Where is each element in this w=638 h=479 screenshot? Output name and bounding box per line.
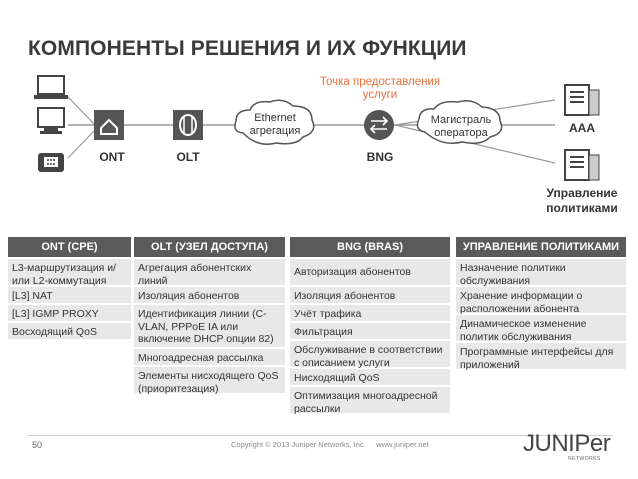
table-cell: Учёт трафика xyxy=(290,305,450,321)
bng-label: BNG xyxy=(366,150,394,164)
table-cell: Фильтрация xyxy=(290,323,450,339)
page-number: 50 xyxy=(32,440,43,450)
table-cell: Нисходящий QoS xyxy=(290,369,450,385)
table-cell: Обслуживание в соответствии с описанием услуги xyxy=(290,341,450,367)
copyright: Copyright © 2013 Juniper Networks, Inc. www.juniper.net xyxy=(231,440,429,449)
column-header: ONT (CPE) xyxy=(8,237,131,257)
column-olt xyxy=(134,237,285,395)
column-policy xyxy=(456,237,626,371)
page-title: КОМПОНЕНТЫ РЕШЕНИЯ И ИХ ФУНКЦИИ xyxy=(28,37,467,60)
ont-label: ONT xyxy=(99,150,125,164)
table-cell: Динамическое изменение политик обслуживания xyxy=(456,315,626,341)
juniper-logo: JUNIPer xyxy=(523,430,611,457)
table-cell: Изоляция абонентов xyxy=(134,287,285,303)
table-cell: [L3] IGMP PROXY xyxy=(8,305,131,321)
table-cell: Изоляция абонентов xyxy=(290,287,450,303)
table-cell: L3-маршрутизация и/ или L2-коммутация xyxy=(8,259,131,285)
backbone-label: Магистраль оператора xyxy=(430,114,492,139)
olt-label: OLT xyxy=(176,150,200,164)
ont-icon xyxy=(94,110,124,140)
phone-icon xyxy=(38,153,64,172)
ethernet-label: Ethernet агрегация xyxy=(249,112,301,137)
table-cell: Назначение политики обслуживания xyxy=(456,259,626,285)
table-cell: [L3] NAT xyxy=(8,287,131,303)
table-cell: Идентификация линии (C-VLAN, PPPoE IA или включение DHCP опции 82) xyxy=(134,305,285,347)
column-header: BNG (BRAS) xyxy=(290,237,450,257)
table-cell: Агрегация абонентских линий xyxy=(134,259,285,285)
table-cell: Элементы нисходящего QoS (приоритезация) xyxy=(134,367,285,393)
laptop-icon xyxy=(34,76,68,99)
table-cell: Многоадресная рассылка xyxy=(134,349,285,365)
column-header: OLT (УЗЕЛ ДОСТУПА) xyxy=(134,237,285,257)
column-bng xyxy=(290,237,450,415)
service-point-label: Точка предоставления услуги xyxy=(319,76,441,101)
monitor-icon xyxy=(38,108,64,134)
bng-router-icon xyxy=(364,110,394,140)
table-cell: Авторизация абонентов xyxy=(290,259,450,285)
policy-server-icon xyxy=(565,150,599,180)
table-cell: Восходящий QoS xyxy=(8,323,131,339)
column-ont xyxy=(8,237,131,341)
table-cell: Оптимизация многоадресной рассылки xyxy=(290,387,450,413)
aaa-label: AAA xyxy=(569,121,595,135)
column-header: УПРАВЛЕНИЕ ПОЛИТИКАМИ xyxy=(456,237,626,257)
policy-label: Управление политиками xyxy=(546,186,618,215)
olt-icon xyxy=(173,110,203,140)
table-cell: Хранение информации о расположении абонента xyxy=(456,287,626,313)
website-link[interactable]: www.juniper.net xyxy=(376,440,429,449)
juniper-logo-sub: NETWORKS xyxy=(568,456,601,462)
aaa-server-icon xyxy=(565,85,599,115)
table-cell: Программные интерфейсы для приложений xyxy=(456,343,626,369)
